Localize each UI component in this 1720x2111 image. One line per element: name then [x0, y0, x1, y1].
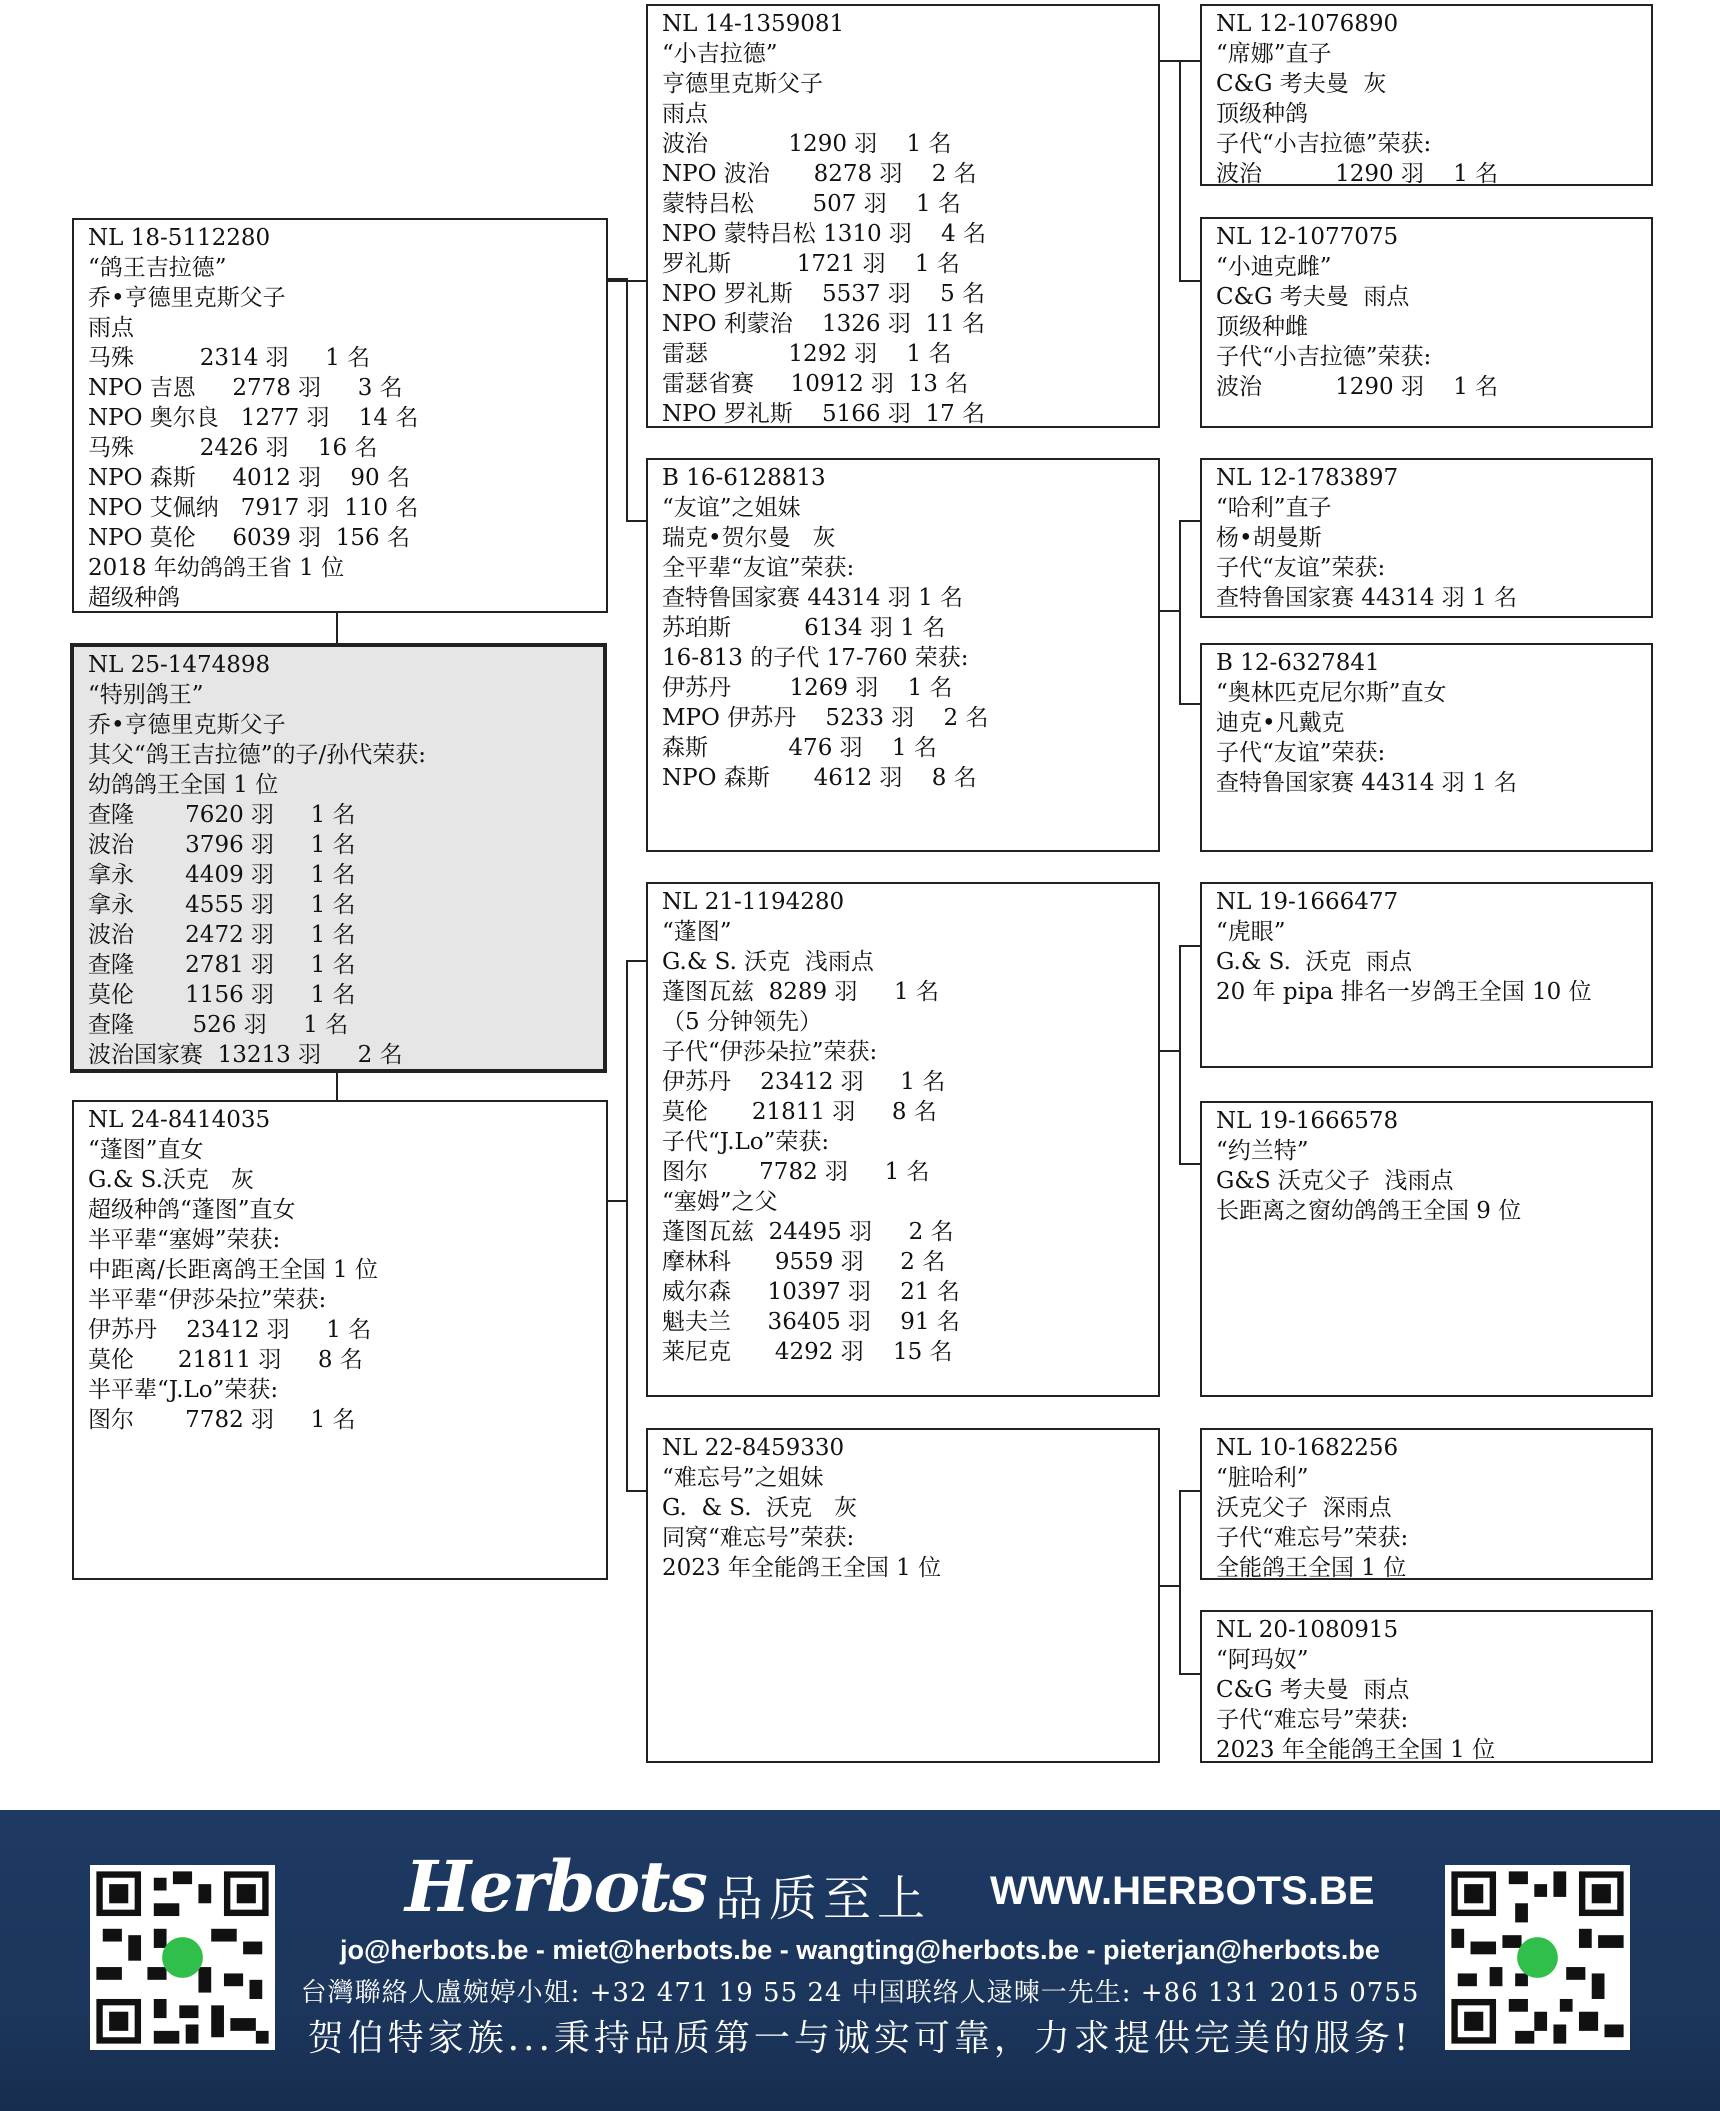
pigeon-name: “小迪克雌” [1216, 254, 1332, 280]
connector-dam-out [608, 1200, 628, 1202]
card-line: 子代“J.Lo”荣获: [662, 1129, 830, 1155]
pigeon-name: “奥林匹克尼尔斯”直女 [1216, 680, 1447, 706]
connector-gp4-ggp7 [1179, 1490, 1200, 1492]
connector-sire-subject [336, 613, 338, 643]
card-line: G. & S. 沃克 灰 [662, 1495, 858, 1521]
card-line: 伊苏丹 1269 羽 1 名 [662, 675, 953, 701]
connector-gp2-ggp4 [1179, 703, 1200, 705]
card-line: 伊苏丹 23412 羽 1 名 [662, 1069, 946, 1095]
connector-subject-dam [336, 1073, 338, 1100]
card-line: NPO 罗礼斯 5166 羽 17 名 [662, 401, 986, 427]
card-line: C&G 考夫曼 灰 [1216, 71, 1387, 97]
card-line: 超级种鸽 [88, 585, 180, 611]
great-grandparent-card-6 [1200, 1101, 1653, 1397]
ring-number: NL 25-1474898 [88, 652, 271, 678]
card-line: 瑞克•贺尔曼 灰 [662, 525, 836, 551]
sire-card [72, 218, 608, 613]
card-line: 幼鸽鸽王全国 1 位 [88, 772, 279, 798]
connector-gp4-vertical [1179, 1490, 1181, 1675]
card-line: 摩林科 9559 羽 2 名 [662, 1249, 946, 1275]
brand-header [400, 1845, 1375, 1928]
great-grandparent-card-8 [1200, 1610, 1653, 1763]
card-line: 罗礼斯 1721 羽 1 名 [662, 251, 960, 277]
card-line: NPO 蒙特吕松 1310 羽 4 名 [662, 221, 987, 247]
card-line: 乔•亨德里克斯父子 [88, 285, 286, 311]
card-line: 查隆 7620 羽 1 名 [88, 802, 356, 828]
website-link[interactable]: WWW.HERBOTS.BE [990, 1869, 1375, 1913]
card-line: 长距离之窗幼鸽鸽王全国 9 位 [1216, 1198, 1522, 1224]
card-line: 莫伦 21811 羽 8 名 [88, 1347, 363, 1373]
card-line: 苏珀斯 6134 羽 1 名 [662, 615, 946, 641]
card-line: 查隆 2781 羽 1 名 [88, 952, 356, 978]
card-line: 拿永 4555 羽 1 名 [88, 892, 356, 918]
great-grandparent-card-3 [1200, 458, 1653, 618]
card-line: 波治 1290 羽 1 名 [1216, 161, 1499, 186]
card-line: 半平辈“塞姆”荣获: [88, 1227, 281, 1253]
card-line: NPO 莫伦 6039 羽 156 名 [88, 525, 410, 551]
pigeon-name: “友谊”之姐妹 [662, 495, 801, 521]
pigeon-name: “哈利”直子 [1216, 495, 1332, 521]
card-line: 莫伦 1156 羽 1 名 [88, 982, 356, 1008]
great-grandparent-card-1 [1200, 4, 1653, 186]
card-line: 波治国家赛 13213 羽 2 名 [88, 1042, 403, 1068]
card-line: NPO 罗礼斯 5537 羽 5 名 [662, 281, 986, 307]
pigeon-name: “难忘号”之姐妹 [662, 1465, 824, 1491]
pigeon-name: “蓬图” [662, 919, 732, 945]
card-line: 魁夫兰 36405 羽 91 名 [662, 1309, 960, 1335]
card-line: NPO 波治 8278 羽 2 名 [662, 161, 977, 187]
slogan: 品质至上 [715, 1871, 932, 1927]
card-line: 子代“小吉拉德”荣获: [1216, 131, 1432, 157]
ring-number: B 16-6128813 [662, 465, 826, 491]
card-line: 2023 年全能鸽王全国 1 位 [1216, 1737, 1496, 1763]
card-line: 半平辈“J.Lo”荣获: [88, 1377, 279, 1403]
connector-gp1-ggp [1160, 60, 1180, 62]
ring-number: NL 12-1783897 [1216, 465, 1399, 491]
connector-gp3-vertical [1179, 945, 1181, 1165]
connector-sire-gp1 [608, 280, 646, 282]
dam-card [72, 1100, 608, 1580]
contact-numbers: 台灣聯絡人盧婉婷小姐: +32 471 19 55 24 中国联络人逯暕一先生: +86 131 2015 0755 [300, 1978, 1420, 2008]
connector-gp1-ggp2 [1179, 280, 1200, 282]
card-line: 查特鲁国家赛 44314 羽 1 名 [1216, 585, 1518, 611]
card-line: 顶级种鸽 [1216, 101, 1308, 127]
card-line: 莫伦 21811 羽 8 名 [662, 1099, 937, 1125]
card-line: 2018 年幼鸽鸽王省 1 位 [88, 555, 345, 581]
connector-gp3-out [1160, 1050, 1180, 1052]
pigeon-name: “特别鸽王” [88, 682, 204, 708]
card-line: C&G 考夫曼 雨点 [1216, 1677, 1410, 1703]
card-line: 子代“小吉拉德”荣获: [1216, 344, 1432, 370]
connector-gp1-ggp1 [1179, 60, 1200, 62]
connector-gp3-ggp5 [1179, 945, 1200, 947]
connector-gp2-ggp3 [1179, 520, 1200, 522]
pigeon-name: “阿玛奴” [1216, 1647, 1309, 1673]
card-line: 拿永 4409 羽 1 名 [88, 862, 356, 888]
ring-number: NL 18-5112280 [88, 225, 271, 251]
connector-dam-gp4 [626, 1490, 646, 1492]
card-line: （5 分钟领先） [662, 1009, 822, 1035]
ring-number: NL 21-1194280 [662, 889, 845, 915]
card-line: 子代“友谊”荣获: [1216, 555, 1386, 581]
card-line: 同窝“难忘号”荣获: [662, 1525, 855, 1551]
card-line: 迪克•凡戴克 [1216, 710, 1345, 736]
motto: 贺伯特家族...秉持品质第一与诚实可靠，力求提供完美的服务! [307, 2018, 1413, 2059]
card-line: 20 年 pipa 排名一岁鸽王全国 10 位 [1216, 979, 1592, 1005]
card-line: 蓬图瓦兹 24495 羽 2 名 [662, 1219, 954, 1245]
great-grandparent-card-4 [1200, 643, 1653, 852]
connector-dam-gp3 [626, 960, 646, 962]
card-line: 威尔森 10397 羽 21 名 [662, 1279, 960, 1305]
card-line: 全能鸽王全国 1 位 [1216, 1555, 1407, 1580]
connector-gp2-vertical [1179, 520, 1181, 705]
card-line: NPO 利蒙治 1326 羽 11 名 [662, 311, 986, 337]
ring-number: B 12-6327841 [1216, 650, 1380, 676]
connector-gp4-out [1160, 1585, 1180, 1587]
card-line: NPO 森斯 4612 羽 8 名 [662, 765, 977, 791]
ring-number: NL 10-1682256 [1216, 1435, 1399, 1461]
card-line: 查特鲁国家赛 44314 羽 1 名 [662, 585, 964, 611]
great-grandparent-card-5 [1200, 882, 1653, 1068]
connector-dam-vertical [626, 960, 628, 1492]
card-line: 杨•胡曼斯 [1216, 525, 1322, 551]
card-line: 蒙特吕松 507 羽 1 名 [662, 191, 961, 217]
card-line: 16-813 的子代 17-760 荣获: [662, 645, 969, 671]
card-line: 波治 3796 羽 1 名 [88, 832, 356, 858]
connector-sire-vertical [626, 278, 628, 522]
pigeon-name: “蓬图”直女 [88, 1137, 204, 1163]
card-line: C&G 考夫曼 雨点 [1216, 284, 1410, 310]
card-line: MPO 伊苏丹 5233 羽 2 名 [662, 705, 989, 731]
card-line: 子代“友谊”荣获: [1216, 740, 1386, 766]
card-line: 波治 1290 羽 1 名 [1216, 374, 1499, 400]
pigeon-name: “虎眼” [1216, 919, 1286, 945]
card-line: 2023 年全能鸽王全国 1 位 [662, 1555, 942, 1581]
card-line: 马殊 2314 羽 1 名 [88, 345, 371, 371]
card-line: 森斯 476 羽 1 名 [662, 735, 937, 761]
card-line: G&S 沃克父子 浅雨点 [1216, 1168, 1454, 1194]
email-list[interactable]: jo@herbots.be - miet@herbots.be - wangting@herbots.be - pieterjan@herbots.be [340, 1935, 1380, 1965]
card-line: “塞姆”之父 [662, 1189, 778, 1215]
card-line: 蓬图瓦兹 8289 羽 1 名 [662, 979, 939, 1005]
footer-banner [0, 1810, 1720, 2111]
card-line: 雷瑟省赛 10912 羽 13 名 [662, 371, 969, 397]
card-line: 子代“伊莎朵拉”荣获: [662, 1039, 878, 1065]
card-line: 子代“难忘号”荣获: [1216, 1525, 1409, 1551]
card-line: NPO 吉恩 2778 羽 3 名 [88, 375, 403, 401]
card-line: 查隆 526 羽 1 名 [88, 1012, 349, 1038]
card-line: G.& S.沃克 灰 [88, 1167, 254, 1193]
card-line: G.& S. 沃克 浅雨点 [662, 949, 874, 975]
card-line: NPO 艾佩纳 7917 羽 110 名 [88, 495, 419, 521]
card-line: 图尔 7782 羽 1 名 [662, 1159, 930, 1185]
pigeon-name: “席娜”直子 [1216, 41, 1332, 67]
card-line: 查特鲁国家赛 44314 羽 1 名 [1216, 770, 1518, 796]
card-line: 半平辈“伊莎朵拉”荣获: [88, 1287, 327, 1313]
ring-number: NL 19-1666578 [1216, 1108, 1399, 1134]
pigeon-name: “鸽王吉拉德” [88, 255, 227, 281]
ring-number: NL 24-8414035 [88, 1107, 271, 1133]
card-line: NPO 奥尔良 1277 羽 14 名 [88, 405, 419, 431]
card-line: 雷瑟 1292 羽 1 名 [662, 341, 952, 367]
card-line: 雨点 [662, 101, 708, 127]
card-line: 超级种鸽“蓬图”直女 [88, 1197, 296, 1223]
connector-gp3-ggp6 [1179, 1163, 1200, 1165]
ring-number: NL 12-1077075 [1216, 224, 1399, 250]
ring-number: NL 12-1076890 [1216, 11, 1399, 37]
pigeon-name: “约兰特” [1216, 1138, 1309, 1164]
herbots-logo: Herbots [405, 1845, 706, 1928]
card-line: 波治 2472 羽 1 名 [88, 922, 356, 948]
grandsire-maternal-card [646, 882, 1160, 1397]
pigeon-name: “小吉拉德” [662, 41, 778, 67]
subject-card [70, 643, 607, 1073]
ring-number: NL 20-1080915 [1216, 1617, 1399, 1643]
card-line: 雨点 [88, 315, 134, 341]
card-line: 中距离/长距离鸽王全国 1 位 [88, 1257, 379, 1283]
card-line: 其父“鸽王吉拉德”的子/孙代荣获: [88, 742, 427, 768]
card-line: 全平辈“友谊”荣获: [662, 555, 855, 581]
card-line: 乔•亨德里克斯父子 [88, 712, 286, 738]
ring-number: NL 22-8459330 [662, 1435, 845, 1461]
pigeon-name: “脏哈利” [1216, 1465, 1309, 1491]
granddam-paternal-card [646, 458, 1160, 852]
card-line: 子代“难忘号”荣获: [1216, 1707, 1409, 1733]
card-line: NPO 森斯 4012 羽 90 名 [88, 465, 410, 491]
connector-gp4-ggp8 [1179, 1673, 1200, 1675]
connector-gp1-vertical [1179, 60, 1181, 282]
grandsire-paternal-card [646, 4, 1160, 428]
granddam-maternal-card [646, 1428, 1160, 1763]
card-line: 波治 1290 羽 1 名 [662, 131, 952, 157]
card-line: 亨德里克斯父子 [662, 71, 823, 97]
ring-number: NL 19-1666477 [1216, 889, 1399, 915]
ring-number: NL 14-1359081 [662, 11, 845, 37]
card-line: 顶级种雌 [1216, 314, 1308, 340]
card-line: 沃克父子 深雨点 [1216, 1495, 1392, 1521]
great-grandparent-card-7 [1200, 1428, 1653, 1580]
card-line: 图尔 7782 羽 1 名 [88, 1407, 356, 1433]
connector-gp2-out [1160, 610, 1180, 612]
card-line: 马殊 2426 羽 16 名 [88, 435, 378, 461]
great-grandparent-card-2 [1200, 217, 1653, 428]
card-line: 莱尼克 4292 羽 15 名 [662, 1339, 953, 1365]
card-line: G.& S. 沃克 雨点 [1216, 949, 1413, 975]
card-line: 伊苏丹 23412 羽 1 名 [88, 1317, 372, 1343]
connector-sire-gp2 [626, 520, 646, 522]
